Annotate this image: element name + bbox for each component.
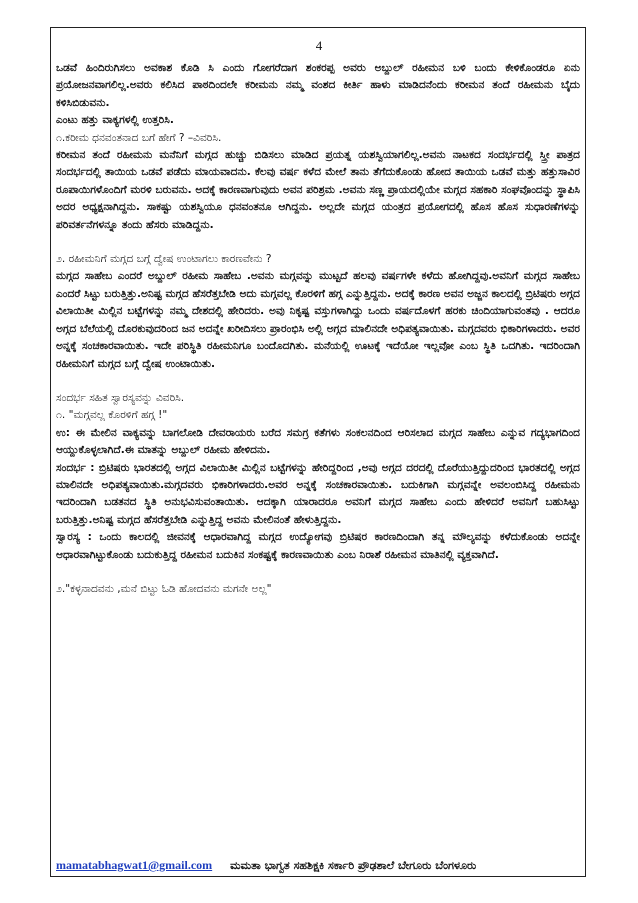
page-content <box>56 60 580 850</box>
question-1: ೧.ಕರೀಮ ಧನವಂತನಾದ ಬಗೆ ಹೇಗೆ ? –ವಿವರಿಸಿ. <box>56 131 222 144</box>
answer-2: ಮಗ್ಗದ ಸಾಹೇಬ ಎಂದರೆ ಅಬ್ದುಲ್ ರಹೀಮ ಸಾಹೇಬ .ಅವನು ಮಗ್ಗವನ್ನು ಮುಟ್ಟದೆ ಹಲವು ವರ್ಷಗಳೇ ಕಳೆದು ಹೋಗಿದ್ದವು.ಅವನಿಗೆ ಮಗ್ಗದ ಸಾಹೇಬ ಎಂದರೆ ಸಿಟ್ಟು ಬರುತ್ತಿತ್ತು.ಅನಿಷ್ಟ ಮಗ್ಗದ ಹೆಸರೆತ್ತಬೇಡಿ ಅದು ಮಗ್ಗವಲ್ಲ ಕೊರಳಿಗೆ ಹಗ್ಗ ಎನ್ನುತ್ತಿದ್ದನು. ಅದಕ್ಕೆ ಕಾರಣ ಅವನ ಅಜ್ಜನ ಕಾಲದಲ್ಲಿ ಬ್ರಿಟಿಷರು ಅಗ್ಗದ ವಿಲಾಯಿತೀ ಮಿಲ್ಲಿನ ಬಟ್ಟೆಗಳನ್ನು ನಮ್ಮ ದೇಶದಲ್ಲಿ ಹೇರಿದರು. ಅವು ನಿಕೃಷ್ಟ ವಸ್ತುಗಳಾಗಿದ್ದು ಒಂದು ವರ್ಷದೊಳಗೆ ಹರಕು ಚಿಂದಿಯಾಗುವಂತವು . ಆದರೂ ಅಗ್ಗದ ಬೆಲೆಯಲ್ಲಿ ದೊರಕುವುದರಿಂದ ಜನ ಅದನ್ನೇ ಖರೀದಿಸಲು ಪ್ರಾರಂಭಿಸಿ ಅಲ್ಲಿ ಅಗ್ಗದ ಮಾಲಿನದೇ ಅಧಿಪತ್ಯವಾಯಿತು. ಮಗ್ಗದವರು ಭಿಕಾರಿಗಳಾದರು. ಅವರ ಅನ್ನಕ್ಕೆ ಸಂಚಕಾರವಾಯಿತು. ಇದೇ ಪರಿಸ್ಥಿತಿ ರಹೀಮನಿಗೂ ಬಂದೊದಗಿತು. ಮನೆಯಲ್ಲಿ ಊಟಕ್ಕೆ ಇದೆಯೋ ಇಲ್ಲವೋ ಎಂಬ ಸ್ಥಿತಿ ಒದಗಿತು. ಇದರಿಂದಾಗಿ ರಹೀಮನಿಗೆ ಮಗ್ಗದ ಬಗ್ಗೆ ದ್ವೇಷ ಉಂಟಾಯಿತು. <box>56 270 580 370</box>
section-heading-context: ಸಂದರ್ಭ ಸಹಿತ ಸ್ವಾರಸ್ಯವನ್ನು ವಿವರಿಸಿ. <box>56 391 185 404</box>
context-significance: ಸ್ವಾರಸ್ಯ : ಒಂದು ಕಾಲದಲ್ಲಿ ಜೀವನಕ್ಕೆ ಆಧಾರವಾಗಿದ್ದ ಮಗ್ಗದ ಉದ್ಯೋಗವು ಬ್ರಿಟಿಷರ ಕಾರಣದಿಂದಾಗಿ ತನ್ನ ಮೌಲ್ಯವನ್ನು ಕಳೆದುಕೊಂಡು ಅದನ್ನೇ ಆಧಾರವಾಗಿಟ್ಟುಕೊಂಡು ಬದುಕುತ್ತಿದ್ದ ರಹೀಮನ ಬದುಕಿನ ಸಂಕಷ್ಟಕ್ಕೆ ಕಾರಣವಾಯಿತು ಎಂಬ ನಿರಾಶೆ ರಹೀಮನ ಮಾತಿನಲ್ಲಿ ವ್ಯಕ್ತವಾಗಿದೆ. <box>56 531 580 561</box>
page-footer <box>56 858 582 873</box>
context-question-2: ೨."ಕಳ್ಳನಾದವನು ,ಮನೆ ಬಿಟ್ಟು ಓಡಿ ಹೋದವನು ಮಗನೇ ಅಲ್ಲ" <box>56 582 272 595</box>
footer-email-link[interactable]: mamatabhagwat1@gmail.com <box>56 858 213 872</box>
paragraph-intro: ಒಡವೆ ಹಿಂದಿರುಗಿಸಲು ಅವಕಾಶ ಕೊಡಿ ಸಿ ಎಂದು ಗೋಗರೆದಾಗ ಶಂಕರಪ್ಪ ಅವರು ಅಬ್ದುಲ್ ರಹೀಮನ ಬಳಿ ಬಂದು ಕೇಳಿಕೊಂಡರೂ ಏನು ಪ್ರಯೋಜನವಾಗಲಿಲ್ಲ.ಅವರು ಕಲಿಸಿದ ಪಾಠದಿಂದಲೇ ಕರೀಮನು ನಮ್ಮ ವಂಶದ ಕೀರ್ತಿ ಹಾಳು ಮಾಡಿದನೆಂದು ಕರೀಮನ ತಂದೆ ರಹೀಮನು ಬೈದು ಕಳಿಸಿಬಿಡುವನು. <box>56 62 580 109</box>
footer-author-note: ಮಮತಾ ಭಾಗ್ವತ ಸಹಶಿಕ್ಷಕಿ ಸರ್ಕಾರಿ ಪ್ರೌಢಶಾಲೆ ಬೇಗೂರು ಬೆಂಗಳೂರು <box>230 859 477 872</box>
question-2: ೨. ರಹೀಮನಿಗೆ ಮಗ್ಗದ ಬಗ್ಗೆ ದ್ವೇಷ ಉಂಟಾಗಲು ಕಾರಣವೇನು ? <box>56 253 272 266</box>
page-number: 4 <box>315 38 323 53</box>
section-heading-long-answers: ಎಂಟು ಹತ್ತು ವಾಕ್ಯಗಳಲ್ಲಿ ಉತ್ತರಿಸಿ. <box>56 114 174 127</box>
answer-1: ಕರೀಮನ ತಂದೆ ರಹೀಮನು ಮನೆನಿಗೆ ಮಗ್ಗದ ಹುಚ್ಚು ಬಿಡಿಸಲು ಮಾಡಿದ ಪ್ರಯತ್ನ ಯಶಸ್ವಿಯಾಗಲಿಲ್ಲ.ಅವನು ನಾಟಕದ ಸಂದರ್ಭದಲ್ಲಿ ಸ್ತ್ರೀ ಪಾತ್ರದ ಸಂದರ್ಭದಲ್ಲಿ ತಾಯಿಯ ಒಡವೆ ಪಡೆದು ಮಾಯವಾದನು. ಕೆಲವು ವರ್ಷ ಕಳೆದ ಮೇಲೆ ತಾನು ತೆಗೆದುಕೊಂಡು ಹೋದ ತಾಯಿಯ ಒಡವೆ ಮತ್ತು ಹತ್ತುಸಾವಿರ ರೂಪಾಯಿಗಳೊಂದಿಗೆ ಮರಳಿ ಬರುವನು. ಅದಕ್ಕೆ ಕಾರಣವಾಗುವುದು ಅವನ ಪರಿಶ್ರಮ .ಅವನು ಸಣ್ಣ ಪ್ರಾಯದಲ್ಲಿಯೇ ಮಗ್ಗದ ಸಹಕಾರಿ ಸಂಘವೊಂದನ್ನು ಸ್ಥಾಪಿಸಿ ಅದರ ಅಧ್ಯಕ್ಷನಾಗಿದ್ದನು. ಸಾಕಷ್ಟು ಯಶಸ್ವಿಯೂ ಧನವಂತನೂ ಆಗಿದ್ದನು. ಅಲ್ಲದೇ ಮಗ್ಗದ ಯಂತ್ರದ ಪ್ರಯೋಗದಲ್ಲಿ ಹೊಸ ಹೊಸ ಸುಧಾರಣೆಗಳನ್ನು ಪರಿವರ್ತನೆಗಳನ್ನೂ ತಂದು ಹೆಸರು ಮಾಡಿದ್ದನು. <box>56 149 580 231</box>
context-source: ಉ: ಈ ಮೇಲಿನ ವಾಕ್ಯವನ್ನು ಬಾಗಲೋಡಿ ದೇವರಾಯರು ಬರೆದ ಸಮಗ್ರ ಕತೆಗಳು ಸಂಕಲನದಿಂದ ಆರಿಸಲಾದ ಮಗ್ಗದ ಸಾಹೇಬ ಎನ್ನುವ ಗದ್ಯಭಾಗದಿಂದ ಆಯ್ದುಕೊಳ್ಳಲಾಗಿದೆ.ಈ ಮಾತನ್ನು ಅಬ್ದುಲ್ ರಹೀಮ ಹೇಳಿದನು. <box>56 426 580 457</box>
context-explanation: ಸಂದರ್ಭ : ಬ್ರಿಟಿಷರು ಭಾರತದಲ್ಲಿ ಅಗ್ಗದ ವಿಲಾಯಿತೀ ಮಿಲ್ಲಿನ ಬಟ್ಟೆಗಳನ್ನು ಹೇರಿದ್ದರಿಂದ ,ಅವು ಅಗ್ಗದ ದರದಲ್ಲಿ ದೊರೆಯುತ್ತಿದ್ದುದರಿಂದ ಭಾರತದಲ್ಲಿ ಅಗ್ಗದ ಮಾಲಿನದೇ ಅಧಿಪತ್ಯವಾಯಿತು.ಮಗ್ಗದವರು ಭಿಕಾರಿಗಳಾದರು.ಅವರ ಅನ್ನಕ್ಕೆ ಸಂಚಕಾರವಾಯಿತು. ಬದುಕಿಗಾಗಿ ಮಗ್ಗವನ್ನೇ ಅವಲಂಬಿಸಿದ್ದ ರಹೀಮನು ಇದರಿಂದಾಗಿ ಬಡತನದ ಸ್ಥಿತಿ ಅನುಭವಿಸುವಂತಾಯಿತು. ಆದಕ್ಕಾಗಿ ಯಾರಾದರೂ ಅವನಿಗೆ ಮಗ್ಗದ ಸಾಹೇಬ ಎಂದು ಹೇಳಿದರೆ ಅವನಿಗೆ ಬಹುಸಿಟ್ಟು ಬರುತ್ತಿತ್ತು.ಅನಿಷ್ಟ ಮಗ್ಗದ ಹೆಸರೆತ್ತಬೇಡಿ ಎನ್ನುತ್ತಿದ್ದ ಅವನು ಮೇಲಿನಂತೆ ಹೇಳುತ್ತಿದ್ದನು. <box>56 461 580 526</box>
context-question-1: ೧. "ಮಗ್ಗವಲ್ಲ ಕೊರಳಿಗೆ ಹಗ್ಗ !" <box>56 409 168 422</box>
